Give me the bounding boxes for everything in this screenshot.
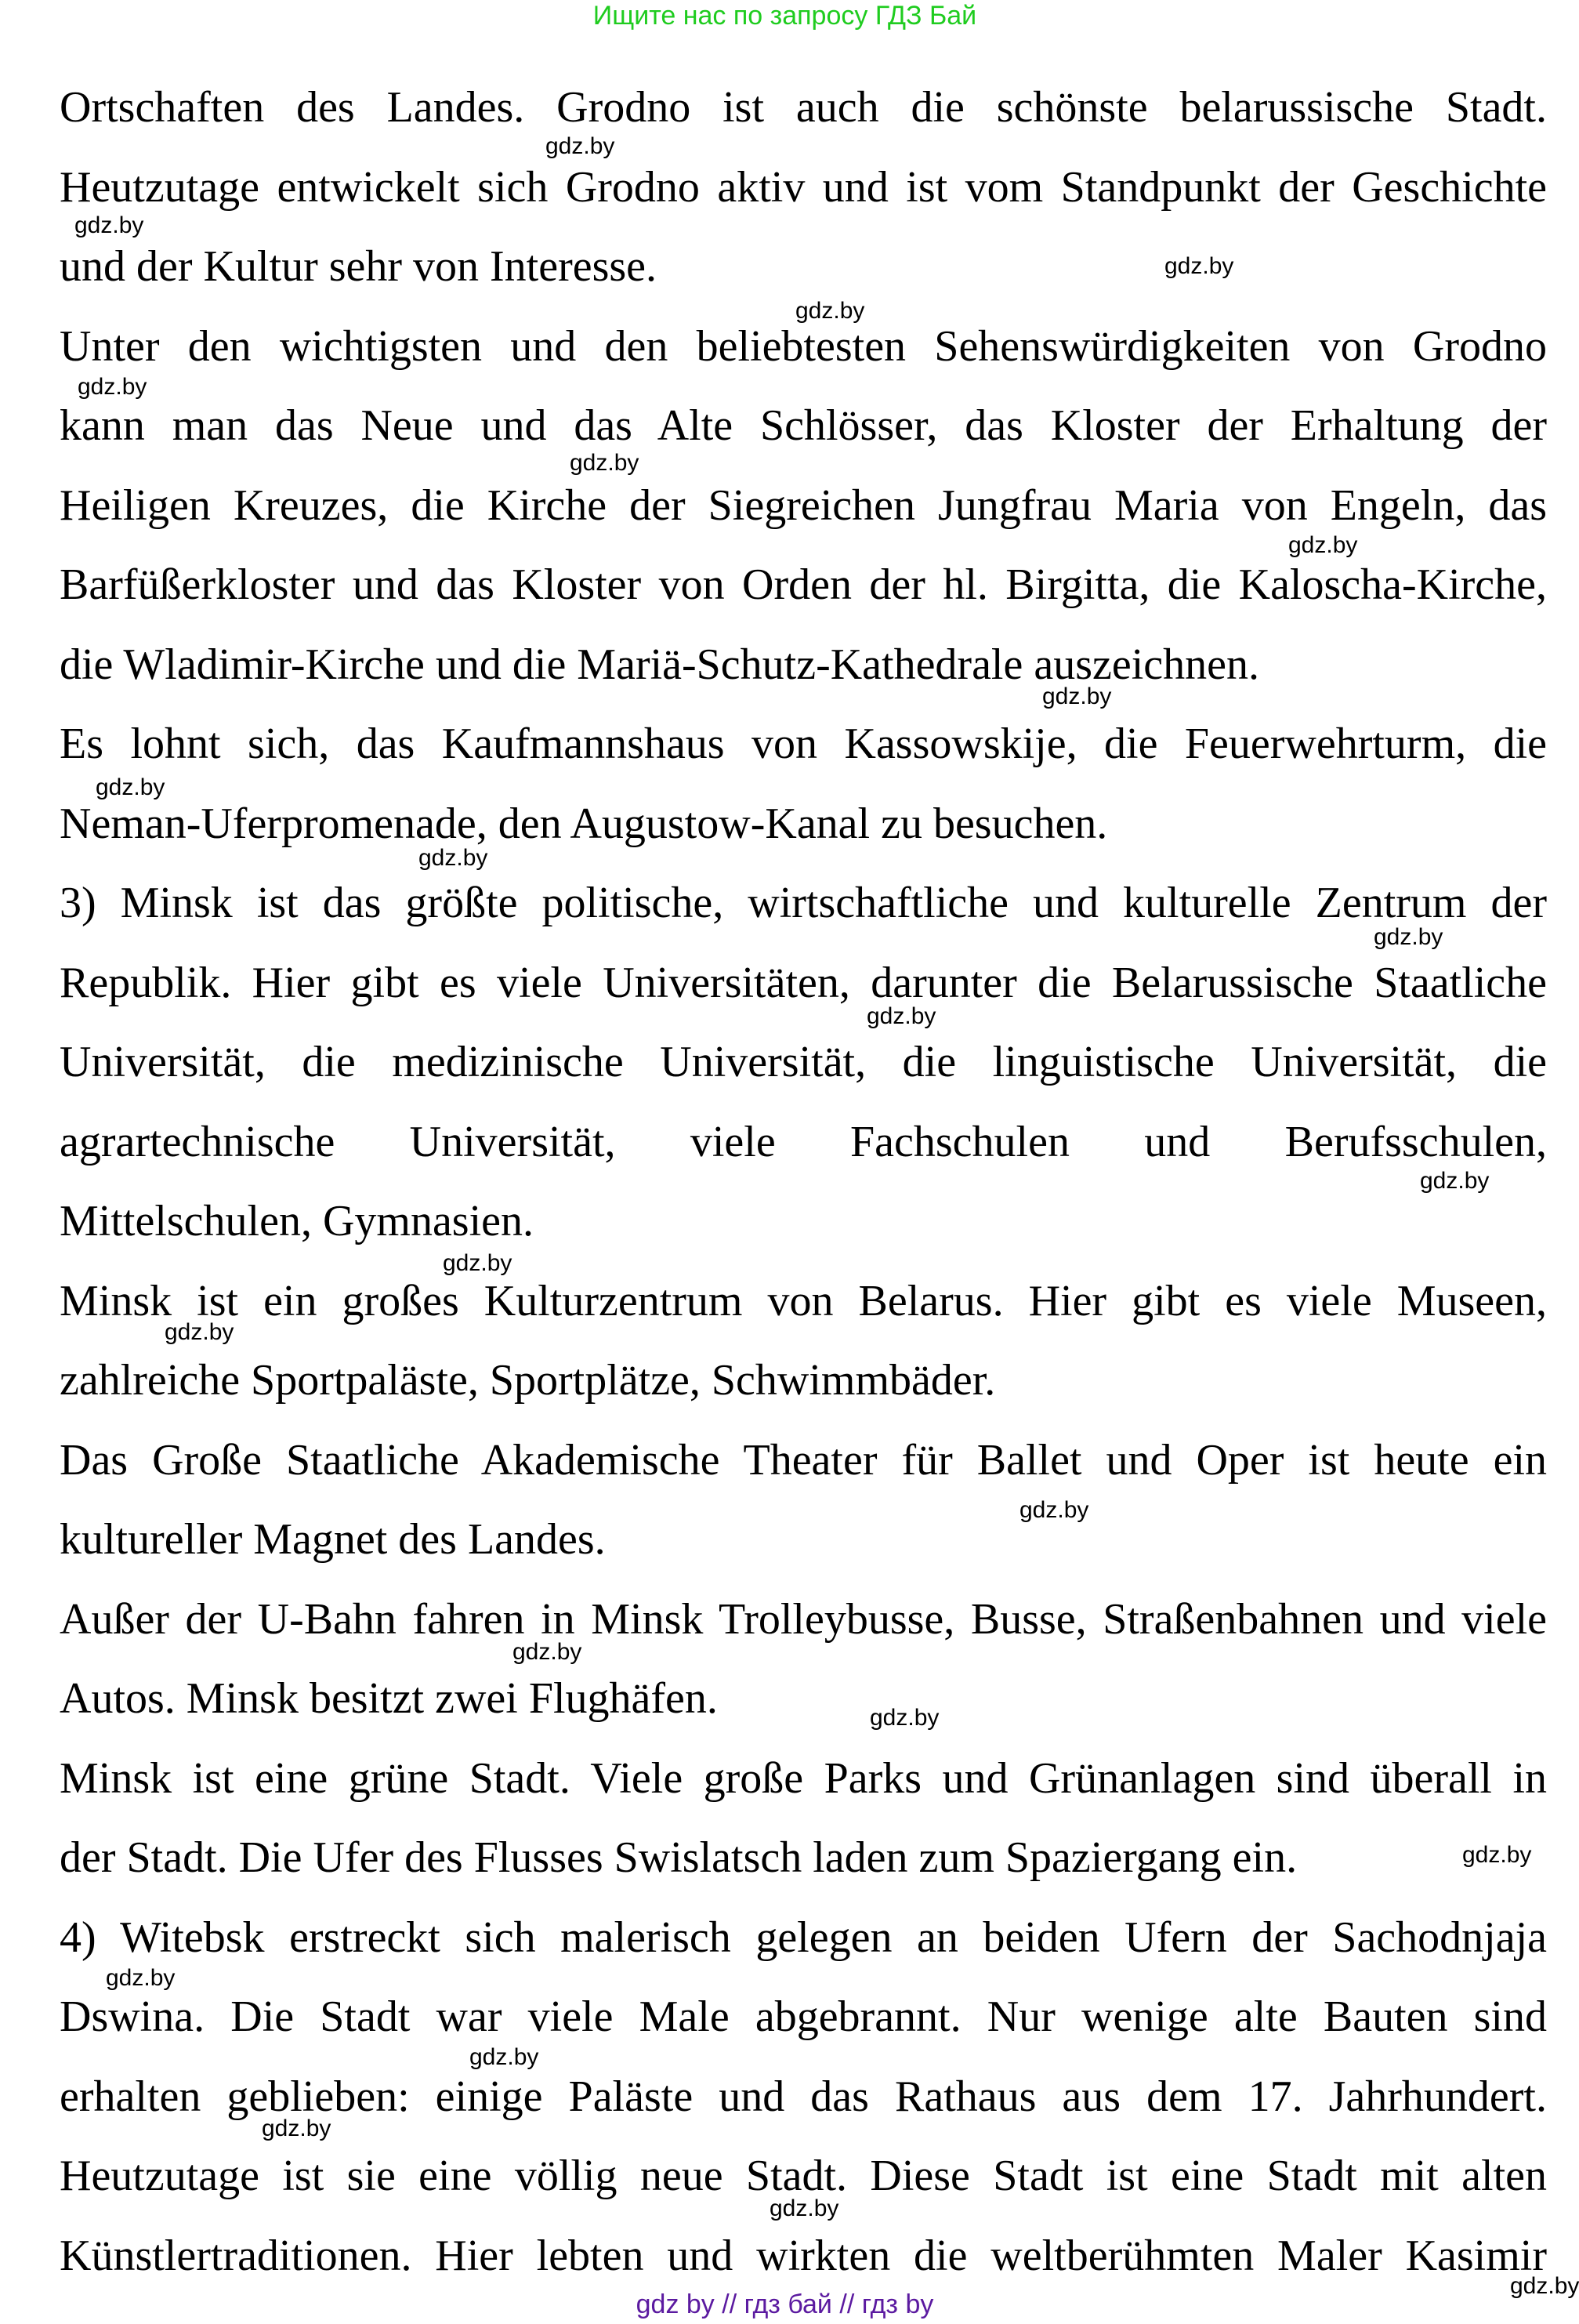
text-line: Neman-Uferpromenade, den Augustow-Kanal zu besuchen. bbox=[60, 799, 1108, 848]
text-line: zahlreiche Sportpaläste, Sportplätze, Schwimmbäder. bbox=[60, 1356, 996, 1405]
watermark: gdz.by bbox=[1288, 532, 1358, 558]
watermark: gdz.by bbox=[106, 1965, 176, 1991]
text-line: Künstlertraditionen. Hier lebten und wirkten die weltberühmten Maler Kasimir bbox=[60, 2231, 1547, 2280]
text-line: erhalten geblieben: einige Paläste und das Rathaus aus dem 17. Jahrhundert. bbox=[60, 2072, 1547, 2121]
watermark: gdz.by bbox=[545, 133, 615, 159]
text-line: Heutzutage ist sie eine völlig neue Stadt. Diese Stadt ist eine Stadt mit alten bbox=[60, 2152, 1547, 2200]
watermark: gdz.by bbox=[418, 845, 488, 871]
watermark: gdz.by bbox=[1042, 683, 1112, 709]
text-line: kann man das Neue und das Alte Schlösser, das Kloster der Erhaltung der bbox=[60, 401, 1547, 450]
text-line: Republik. Hier gibt es viele Universitäten, darunter die Belarussische Staatliche bbox=[60, 958, 1547, 1007]
watermark: gdz.by bbox=[795, 298, 865, 324]
text-line: Minsk ist ein großes Kulturzentrum von Belarus. Hier gibt es viele Museen, bbox=[60, 1276, 1547, 1325]
text-line: und der Kultur sehr von Interesse. bbox=[60, 242, 657, 291]
watermark: gdz.by bbox=[1374, 924, 1443, 950]
watermark: gdz.by bbox=[74, 212, 144, 238]
text-line: die Wladimir-Kirche und die Mariä-Schutz-Kathedrale auszeichnen. bbox=[60, 640, 1259, 689]
text-line: 4) Witebsk erstreckt sich malerisch gelegen an beiden Ufern der Sachodnjaja bbox=[60, 1912, 1547, 1962]
watermark: gdz.by bbox=[96, 774, 165, 800]
watermark: gdz.by bbox=[1510, 2273, 1579, 2299]
watermark: gdz.by bbox=[262, 2116, 331, 2141]
watermark: gdz.by bbox=[443, 1250, 512, 1276]
watermark: gdz.by bbox=[1164, 253, 1234, 279]
text-line: der Stadt. Die Ufer des Flusses Swislatsch laden zum Spaziergang ein. bbox=[60, 1833, 1298, 1882]
watermark: gdz.by bbox=[570, 450, 639, 476]
text-line: kultureller Magnet des Landes. bbox=[60, 1515, 606, 1564]
text-line: Heiligen Kreuzes, die Kirche der Siegreichen Jungfrau Maria von Engeln, das bbox=[60, 480, 1547, 530]
watermark: gdz.by bbox=[867, 1003, 936, 1029]
text-line: Barfüßerkloster und das Kloster von Orden der hl. Birgitta, die Kaloscha-Kirche, bbox=[60, 560, 1547, 609]
watermark: gdz.by bbox=[770, 2195, 839, 2221]
watermark: gdz.by bbox=[1462, 1842, 1532, 1868]
footer-link[interactable]: gdz by // гдз бай // гдз by bbox=[636, 2290, 934, 2319]
text-line: Minsk ist eine grüne Stadt. Viele große Parks und Grünanlagen sind überall in bbox=[60, 1753, 1547, 1803]
watermark: gdz.by bbox=[1420, 1168, 1490, 1194]
watermark: gdz.by bbox=[165, 1319, 234, 1345]
search-banner[interactable]: Ищите нас по запросу ГДЗ Бай bbox=[592, 1, 977, 31]
text-line: Außer der U-Bahn fahren in Minsk Trolleybusse, Busse, Straßenbahnen und viele bbox=[60, 1594, 1547, 1644]
text-line: Unter den wichtigsten und den beliebtesten Sehenswürdigkeiten von Grodno bbox=[60, 321, 1547, 371]
text-line: Ortschaften des Landes. Grodno ist auch die schönste belarussische Stadt. bbox=[60, 83, 1547, 132]
text-line: Universität, die medizinische Universität, die linguistische Universität, die bbox=[60, 1038, 1547, 1086]
text-line: 3) Minsk ist das größte politische, wirtschaftliche und kulturelle Zentrum der bbox=[60, 879, 1547, 927]
text-line: Das Große Staatliche Akademische Theater für Ballet und Oper ist heute ein bbox=[60, 1435, 1547, 1485]
text-line: Dswina. Die Stadt war viele Male abgebrannt. Nur wenige alte Bauten sind bbox=[60, 1992, 1547, 2041]
text-line: Autos. Minsk besitzt zwei Flughäfen. bbox=[60, 1674, 718, 1723]
watermark: gdz.by bbox=[78, 374, 147, 400]
text-line: Heutzutage entwickelt sich Grodno aktiv und ist vom Standpunkt der Geschichte bbox=[60, 162, 1547, 212]
watermark: gdz.by bbox=[1019, 1497, 1089, 1523]
watermark: gdz.by bbox=[870, 1705, 940, 1731]
watermark: gdz.by bbox=[512, 1639, 582, 1665]
watermark: gdz.by bbox=[469, 2044, 539, 2070]
text-line: Mittelschulen, Gymnasien. bbox=[60, 1197, 534, 1245]
text-line: Es lohnt sich, das Kaufmannshaus von Kassowskije, die Feuerwehrturm, die bbox=[60, 720, 1547, 768]
text-line: agrartechnische Universität, viele Fachschulen und Berufsschulen, bbox=[60, 1117, 1547, 1166]
